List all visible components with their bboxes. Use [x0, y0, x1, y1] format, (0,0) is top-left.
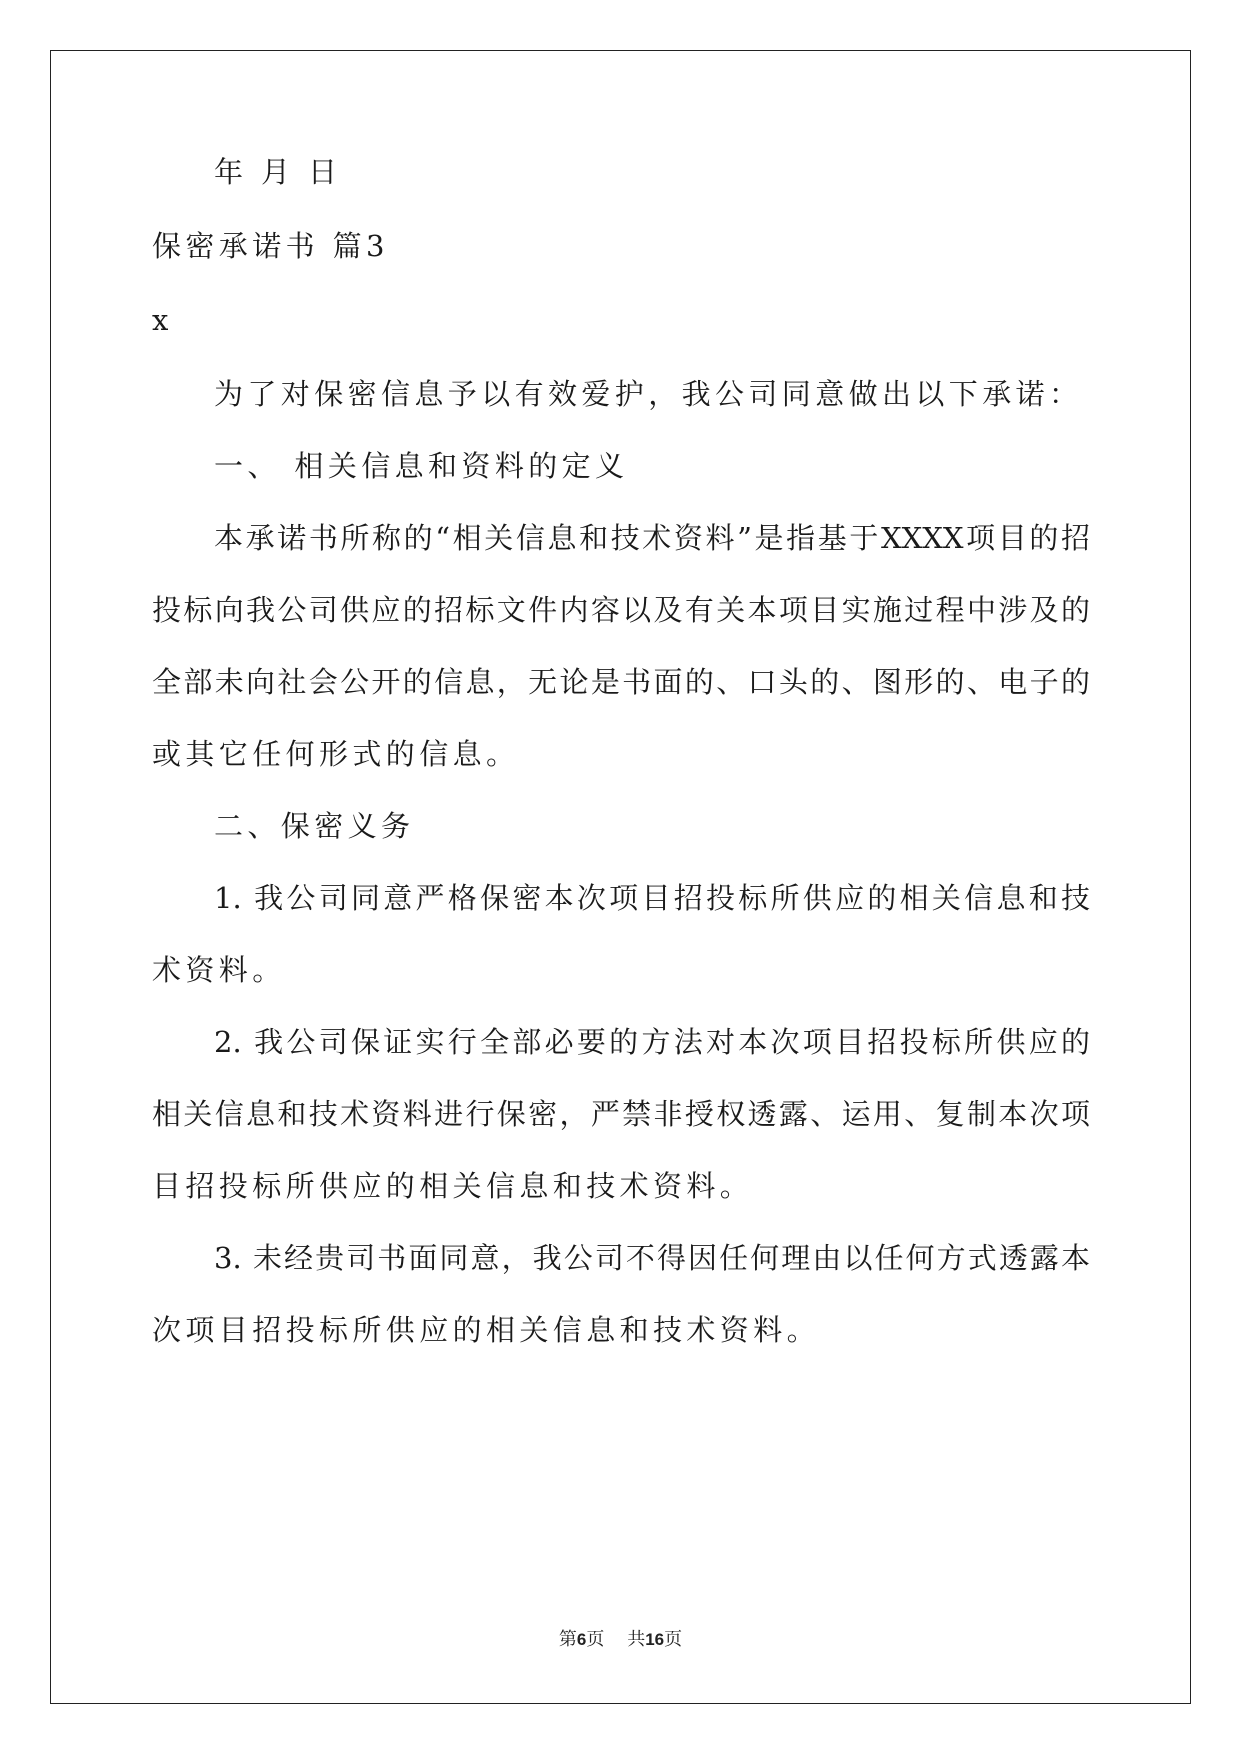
footer-middle: 页 共 — [586, 1629, 646, 1650]
total-page-number: 16 — [645, 1630, 665, 1649]
page-border — [50, 50, 1191, 1704]
page-footer — [0, 1625, 1241, 1651]
paragraph-line: 术资料。 — [152, 953, 286, 987]
footer-suffix: 页 — [664, 1629, 683, 1650]
paragraph-line: 投标向我公司供应的招标文件内容以及有关本项目实施过程中涉及的 — [152, 593, 1090, 627]
current-page-number: 6 — [576, 1630, 587, 1649]
paragraph-line: 3. 未经贵司书面同意，我公司不得因任何理由以任何方式透露本 — [214, 1241, 1090, 1275]
footer-prefix: 第 — [558, 1629, 577, 1650]
paragraph-line: 目招投标所供应的相关信息和技术资料。 — [152, 1169, 754, 1203]
intro-paragraph: 为了对保密信息予以有效爱护，我公司同意做出以下承诺： — [214, 377, 1083, 411]
paragraph-line: 1. 我公司同意严格保密本次项目招投标所供应的相关信息和技 — [214, 881, 1090, 915]
section-title: 保密承诺书 篇3 — [152, 229, 389, 263]
paragraph-line: 本承诺书所称的“相关信息和技术资料”是指基于XXXX项目的招 — [214, 521, 1090, 555]
heading-definition: 一、 相关信息和资料的定义 — [214, 449, 629, 483]
date-line: 年 月 日 — [214, 155, 342, 189]
paragraph-line: 次项目招投标所供应的相关信息和技术资料。 — [152, 1313, 821, 1347]
paragraph-line: 或其它任何形式的信息。 — [152, 737, 520, 771]
paragraph-line: 相关信息和技术资料进行保密，严禁非授权透露、运用、复制本次项 — [152, 1097, 1090, 1131]
paragraph-line: 全部未向社会公开的信息，无论是书面的、口头的、图形的、电子的 — [152, 665, 1090, 699]
paragraph-line: 2. 我公司保证实行全部必要的方法对本次项目招投标所供应的 — [214, 1025, 1090, 1059]
placeholder-line: x — [152, 303, 173, 337]
heading-obligation: 二、保密义务 — [214, 809, 415, 843]
